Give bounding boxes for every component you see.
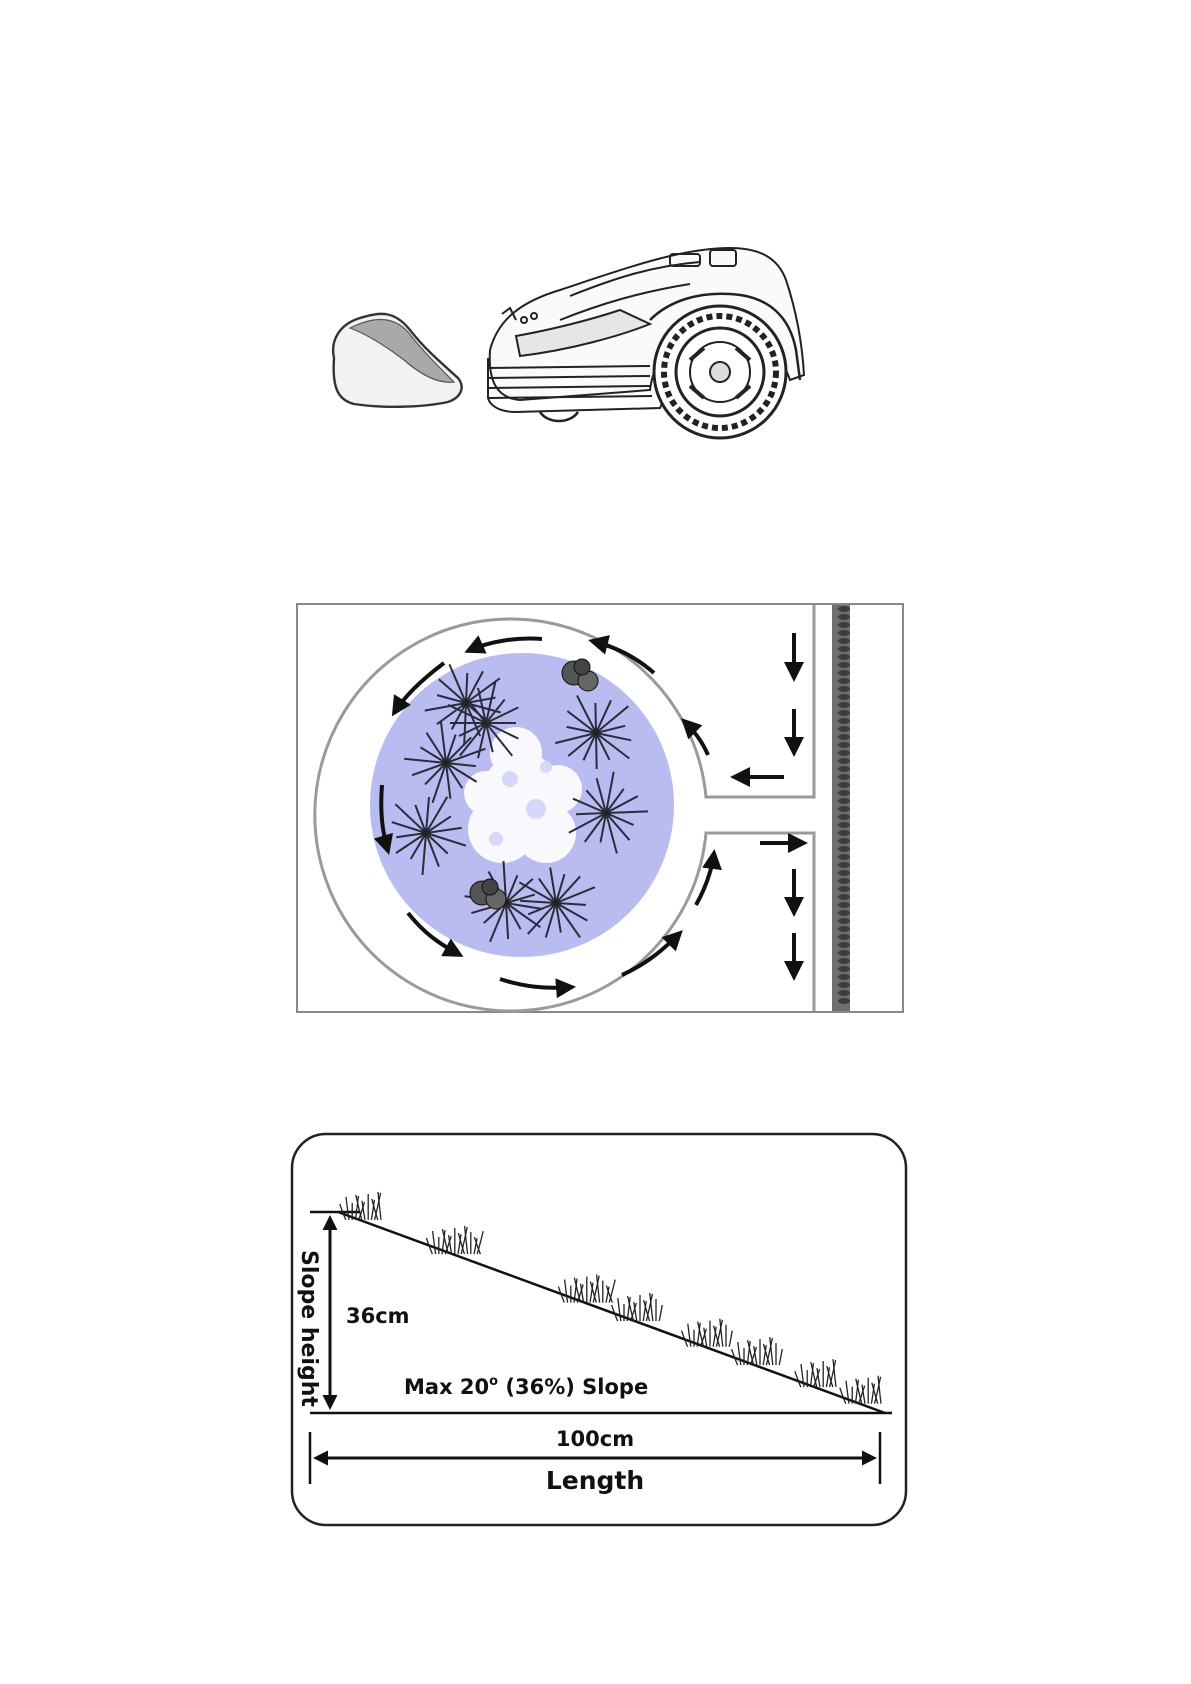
rock-icon <box>333 314 462 407</box>
flower-bed-icon <box>370 653 674 957</box>
length-label: Length <box>545 1466 645 1495</box>
slope-height-value: 36cm <box>346 1304 410 1328</box>
length-value: 100cm <box>555 1427 635 1451</box>
slope-height-label: Slope height <box>296 1250 321 1407</box>
slope-figure <box>290 1132 908 1527</box>
robot-mower-icon <box>488 248 804 438</box>
mower-obstacle-figure <box>320 240 880 470</box>
flower-bed-figure <box>296 603 904 1013</box>
hedge-icon <box>832 605 850 1011</box>
max-slope-label: Max 20$^o$ (36%) Slope <box>404 1374 649 1399</box>
